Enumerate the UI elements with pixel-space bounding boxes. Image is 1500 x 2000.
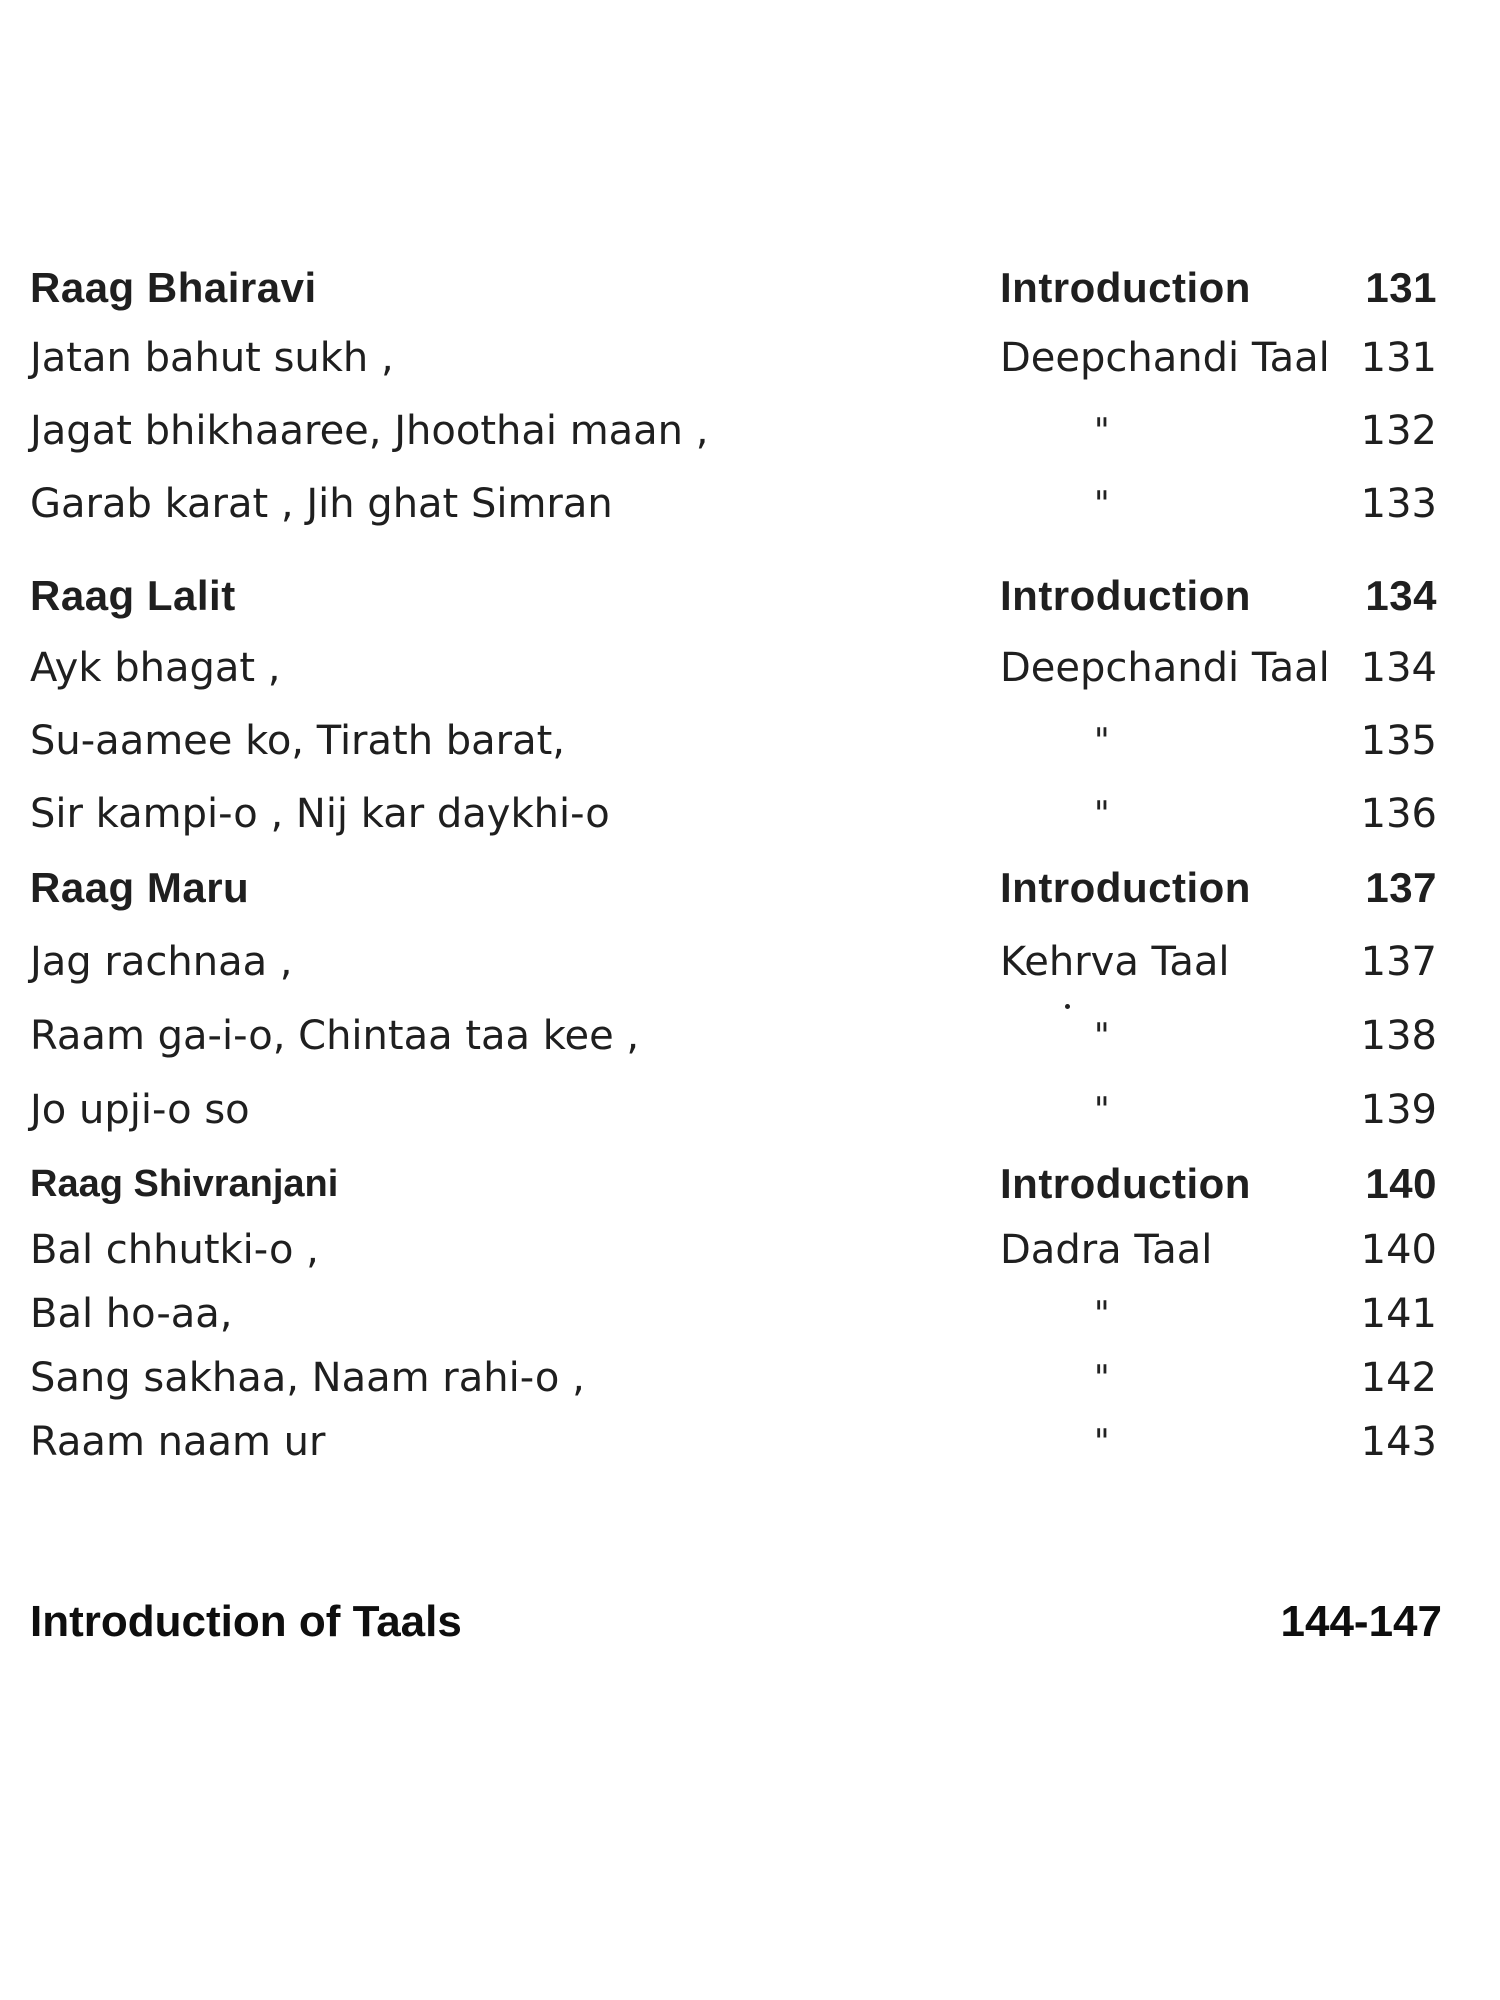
footer-page-range: 144-147 (1280, 1597, 1442, 1646)
toc-entry-row (0, 932, 1500, 992)
song-title: Jagat bhikhaaree, Jhoothai maan , (30, 408, 709, 454)
toc-entry-row (0, 474, 1500, 534)
song-title: Raam ga-i-o, Chintaa taa kee , (30, 1013, 640, 1059)
toc-entry-row (0, 1412, 1500, 1472)
page-number: 142 (1360, 1355, 1437, 1401)
introduction-label: Introduction (1000, 572, 1251, 619)
song-title: Raam naam ur (30, 1419, 326, 1465)
page-number: 131 (1365, 264, 1437, 311)
toc-entry-row (0, 638, 1500, 698)
toc-entry-row (0, 1006, 1500, 1066)
toc-entry-row (0, 784, 1500, 844)
page-number: 134 (1360, 645, 1437, 691)
taal-name: Deepchandi Taal (1000, 645, 1330, 691)
ditto-mark: " (1094, 1422, 1110, 1462)
song-title: Bal ho-aa, (30, 1291, 233, 1337)
introduction-label: Introduction (1000, 1160, 1251, 1207)
page-number: 133 (1360, 481, 1437, 527)
footer-title: Introduction of Taals (30, 1597, 462, 1646)
page-number: 137 (1360, 939, 1437, 985)
page-number: 136 (1360, 791, 1437, 837)
page-number: 134 (1365, 572, 1437, 619)
toc-entry-row (0, 401, 1500, 461)
toc-entry-row (0, 1080, 1500, 1140)
song-title: Sir kampi-o , Nij kar daykhi-o (30, 791, 610, 837)
raag-heading-row (0, 566, 1500, 626)
introduction-label: Introduction (1000, 264, 1251, 311)
raag-title: Raag Lalit (30, 572, 236, 619)
raag-title: Raag Shivranjani (30, 1163, 339, 1205)
ditto-mark: " (1094, 1016, 1110, 1056)
toc-entry-row (0, 1348, 1500, 1408)
page-number: 132 (1360, 408, 1437, 454)
footer-entry-row (0, 1592, 1500, 1652)
song-title: Garab karat , Jih ghat Simran (30, 481, 613, 527)
page-number: 143 (1360, 1419, 1437, 1465)
song-title: Jo upji-o so (30, 1087, 250, 1133)
toc-entry-row (0, 711, 1500, 771)
page-number: 139 (1360, 1087, 1437, 1133)
page-number: 137 (1365, 864, 1437, 911)
ditto-mark: " (1094, 1090, 1110, 1130)
song-title: Jatan bahut sukh , (30, 335, 394, 381)
introduction-label: Introduction (1000, 864, 1251, 911)
taal-name: Dadra Taal (1000, 1227, 1213, 1273)
raag-heading-row (0, 258, 1500, 318)
toc-entry-row (0, 1284, 1500, 1344)
page-number: 140 (1360, 1227, 1437, 1273)
ditto-mark: " (1094, 484, 1110, 524)
raag-heading-row (0, 1154, 1500, 1214)
raag-title: Raag Bhairavi (30, 264, 317, 311)
ditto-mark: " (1094, 794, 1110, 834)
song-title: Jag rachnaa , (30, 939, 293, 985)
page-number: 135 (1360, 718, 1437, 764)
page-number: 140 (1365, 1160, 1437, 1207)
ditto-mark: " (1094, 1294, 1110, 1334)
ditto-mark: " (1094, 721, 1110, 761)
song-title: Sang sakhaa, Naam rahi-o , (30, 1355, 585, 1401)
page-number: 141 (1360, 1291, 1437, 1337)
toc-entry-row (0, 328, 1500, 388)
raag-title: Raag Maru (30, 864, 250, 911)
page-number: 138 (1360, 1013, 1437, 1059)
raag-heading-row (0, 858, 1500, 918)
ditto-mark: " (1094, 411, 1110, 451)
page-number: 131 (1360, 335, 1437, 381)
ditto-mark: " (1094, 1358, 1110, 1398)
song-title: Ayk bhagat , (30, 645, 281, 691)
song-title: Su-aamee ko, Tirath barat, (30, 718, 566, 764)
taal-name: Deepchandi Taal (1000, 335, 1330, 381)
toc-entry-row (0, 1220, 1500, 1280)
song-title: Bal chhutki-o , (30, 1227, 319, 1273)
taal-name: Kehrva Taal (1000, 939, 1230, 985)
